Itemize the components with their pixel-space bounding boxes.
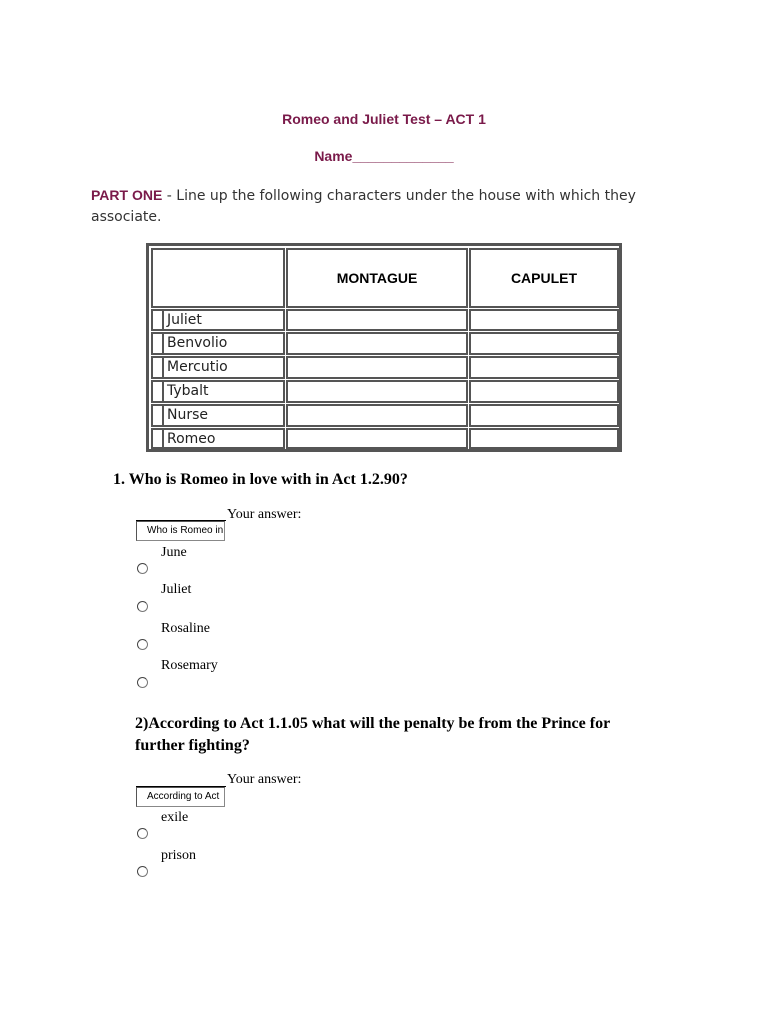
table-row-name-cell xyxy=(151,428,285,449)
capulet-answer-cell[interactable] xyxy=(469,404,619,427)
montague-answer-cell[interactable] xyxy=(286,380,468,403)
option-label: Juliet xyxy=(161,582,192,597)
question-1-text: 1. Who is Romeo in love with in Act 1.2.90? xyxy=(113,471,408,488)
table-row-name-cell xyxy=(151,356,285,379)
character-name: Nurse xyxy=(167,407,209,423)
column-header-montague xyxy=(286,248,468,308)
character-name: Mercutio xyxy=(167,359,228,375)
character-name: Romeo xyxy=(167,431,216,447)
capulet-answer-cell[interactable] xyxy=(469,428,619,449)
option-label: Rosaline xyxy=(161,621,210,636)
your-answer-label: Your answer: xyxy=(227,507,302,522)
montague-answer-cell[interactable] xyxy=(286,332,468,355)
table-corner-cell xyxy=(151,248,285,308)
option-radio[interactable] xyxy=(137,828,148,839)
row-marker xyxy=(155,334,164,353)
character-name: Benvolio xyxy=(167,335,228,351)
table-row-name-cell xyxy=(151,404,285,427)
option-label: exile xyxy=(161,810,189,825)
row-marker xyxy=(155,358,164,377)
column-header-capulet xyxy=(469,248,619,308)
question-1-answer-field[interactable]: Who is Romeo in xyxy=(136,521,225,541)
capulet-answer-cell[interactable] xyxy=(469,356,619,379)
question-2-text: 2)According to Act 1.1.05 what will the penalty be from the Prince for further fighting? xyxy=(135,715,610,754)
montague-answer-cell[interactable] xyxy=(286,404,468,427)
option-label: June xyxy=(161,545,187,560)
column-header-label: MONTAGUE xyxy=(336,270,418,286)
option-radio[interactable] xyxy=(137,677,148,688)
montague-answer-cell[interactable] xyxy=(286,428,468,449)
table-row-name-cell xyxy=(151,332,285,355)
capulet-answer-cell[interactable] xyxy=(469,309,619,331)
part-one-text: - Line up the following characters under the house with which they associate. xyxy=(91,188,636,225)
montague-answer-cell[interactable] xyxy=(286,356,468,379)
character-name: Tybalt xyxy=(167,383,209,399)
part-one-label: PART ONE xyxy=(91,187,163,203)
option-label: prison xyxy=(161,848,196,863)
table-row-name-cell xyxy=(151,380,285,403)
capulet-answer-cell[interactable] xyxy=(469,380,619,403)
table-row-name-cell xyxy=(151,309,285,331)
column-header-label: CAPULET xyxy=(510,270,578,286)
option-radio[interactable] xyxy=(137,866,148,877)
part-one-instructions xyxy=(91,185,651,228)
option-radio[interactable] xyxy=(137,563,148,574)
row-marker xyxy=(155,382,164,401)
question-2-answer-field[interactable]: According to Act xyxy=(136,787,225,807)
test-title: Romeo and Juliet Test – ACT 1 xyxy=(282,111,486,127)
option-label: Rosemary xyxy=(161,658,218,673)
row-marker xyxy=(155,430,164,447)
your-answer-label: Your answer: xyxy=(227,772,302,787)
character-name: Juliet xyxy=(167,312,202,328)
montague-answer-cell[interactable] xyxy=(286,309,468,331)
name-line: Name_____________ xyxy=(314,148,454,164)
row-marker xyxy=(155,311,164,329)
capulet-answer-cell[interactable] xyxy=(469,332,619,355)
option-radio[interactable] xyxy=(137,601,148,612)
character-house-table xyxy=(146,243,622,452)
row-marker xyxy=(155,406,164,425)
option-radio[interactable] xyxy=(137,639,148,650)
